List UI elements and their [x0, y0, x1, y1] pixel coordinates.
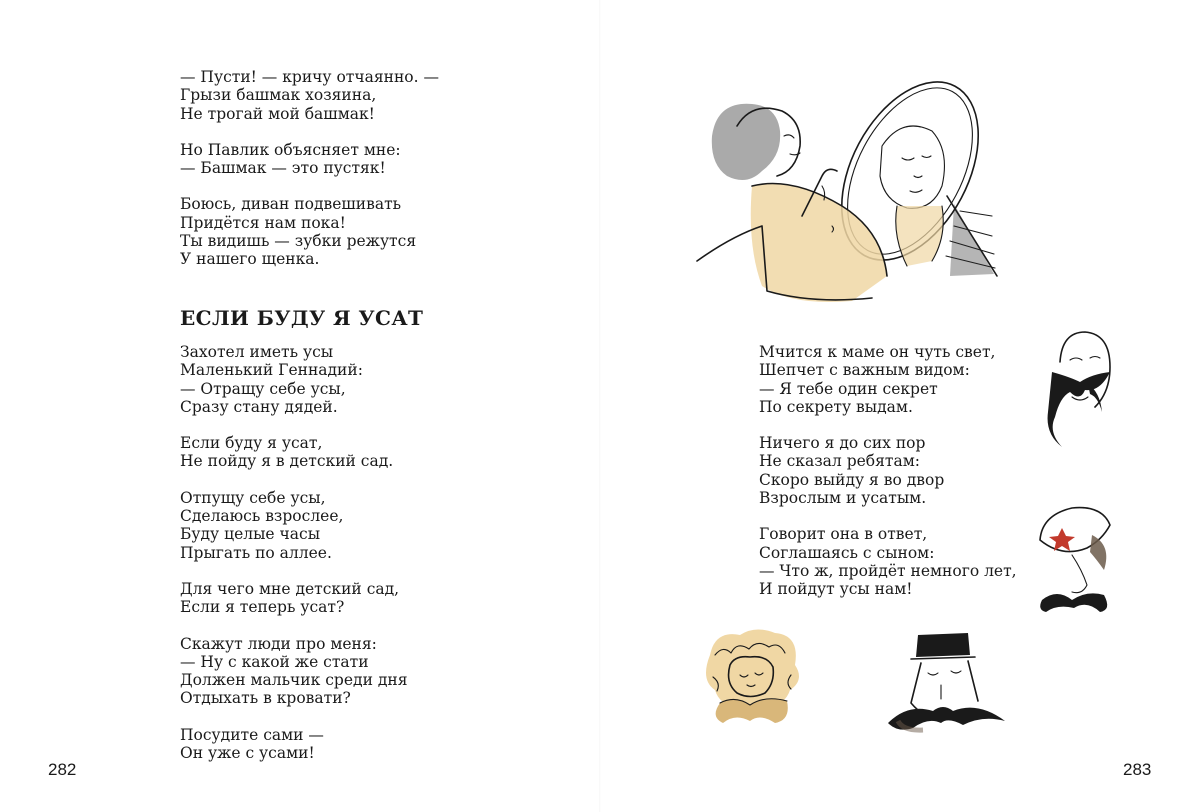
verse-line: Взрослым и усатым. — [759, 489, 927, 508]
stanza — [180, 726, 407, 763]
verse-line: И пойдут усы нам! — [759, 580, 913, 599]
verse-line: — Ну с какой же стати — [180, 652, 369, 671]
verse-line: Не трогай мой башмак! — [180, 104, 375, 123]
soldier-cap-face-illustration — [1032, 500, 1120, 622]
stanza — [180, 141, 439, 178]
stanza — [180, 580, 407, 617]
stanza — [180, 434, 407, 471]
stanza — [180, 68, 439, 123]
poem-body — [180, 343, 407, 762]
verse-line: Боюсь, диван подвешивать — [180, 195, 402, 214]
verse-line: По секрету выдам. — [759, 397, 913, 416]
verse-line: Если я теперь усат? — [180, 598, 345, 617]
verse-line: У нашего щенка. — [180, 250, 320, 269]
verse-line: — Отращу себе усы, — [180, 379, 346, 398]
verse-line: Маленький Геннадий: — [180, 361, 363, 380]
page-number: 283 — [1123, 760, 1152, 779]
verse-line: Но Павлик объясняет мне: — [180, 140, 401, 159]
verse-line: Ничего я до сих пор — [759, 434, 926, 453]
verse-line: Посудите сами — — [180, 725, 324, 744]
verse-line: Скажут люди про меня: — [180, 634, 377, 653]
right-page — [600, 0, 1200, 812]
verse-line: Говорит она в ответ, — [759, 525, 928, 544]
boy-mirror-illustration — [692, 76, 1012, 306]
right-verse — [759, 343, 1017, 599]
poem-title: ЕСЛИ БУДУ Я УСАТ — [180, 306, 424, 330]
verse-line: Прыгать по аллее. — [180, 543, 332, 562]
stanza — [759, 434, 1017, 507]
page-number: 282 — [48, 760, 77, 779]
verse-line: Если буду я усат, — [180, 434, 323, 453]
curly-hair-face-illustration — [695, 625, 810, 735]
verse-line: Грызи башмак хозяина, — [180, 86, 377, 105]
verse-line: Сделаюсь взрослее, — [180, 507, 344, 526]
stanza — [180, 635, 407, 708]
verse-line: Отдыхать в кровати? — [180, 689, 351, 708]
verse-line: — Башмак — это пустяк! — [180, 159, 386, 178]
verse-line: — Пусти! — кричу отчаянно. — — [180, 68, 439, 86]
stanza — [759, 343, 1017, 416]
verse-line: Придётся нам пока! — [180, 213, 346, 232]
stanza — [759, 525, 1017, 598]
stanza — [180, 489, 407, 562]
verse-line: Ты видишь — зубки режутся — [180, 232, 417, 251]
verse-line: Буду целые часы — [180, 525, 321, 544]
verse-line: Не пойду я в детский сад. — [180, 452, 394, 471]
verse-line: Не сказал ребятам: — [759, 452, 920, 471]
stanza — [180, 343, 407, 416]
verse-line: Отпущу себе усы, — [180, 488, 326, 507]
verse-line: Соглашаясь с сыном: — [759, 543, 935, 562]
bald-mustache-face-illustration — [1040, 322, 1120, 458]
verse-line: Мчится к маме он чуть свет, — [759, 343, 996, 361]
verse-line: Должен мальчик среди дня — [180, 671, 408, 690]
verse-line: Захотел иметь усы — [180, 343, 334, 361]
verse-line: Скоро выйду я во двор — [759, 470, 945, 489]
top-verse — [180, 68, 439, 269]
verse-line: — Я тебе один секрет — [759, 379, 938, 398]
verse-line: Для чего мне детский сад, — [180, 579, 400, 598]
stanza — [180, 195, 439, 268]
verse-line: — Что ж, пройдёт немного лет, — [759, 561, 1017, 580]
verse-line: Сразу стану дядей. — [180, 397, 338, 416]
verse-line: Шепчет с важным видом: — [759, 361, 970, 380]
hat-mustache-face-illustration — [883, 633, 1010, 738]
verse-line: Он уже с усами! — [180, 744, 315, 763]
